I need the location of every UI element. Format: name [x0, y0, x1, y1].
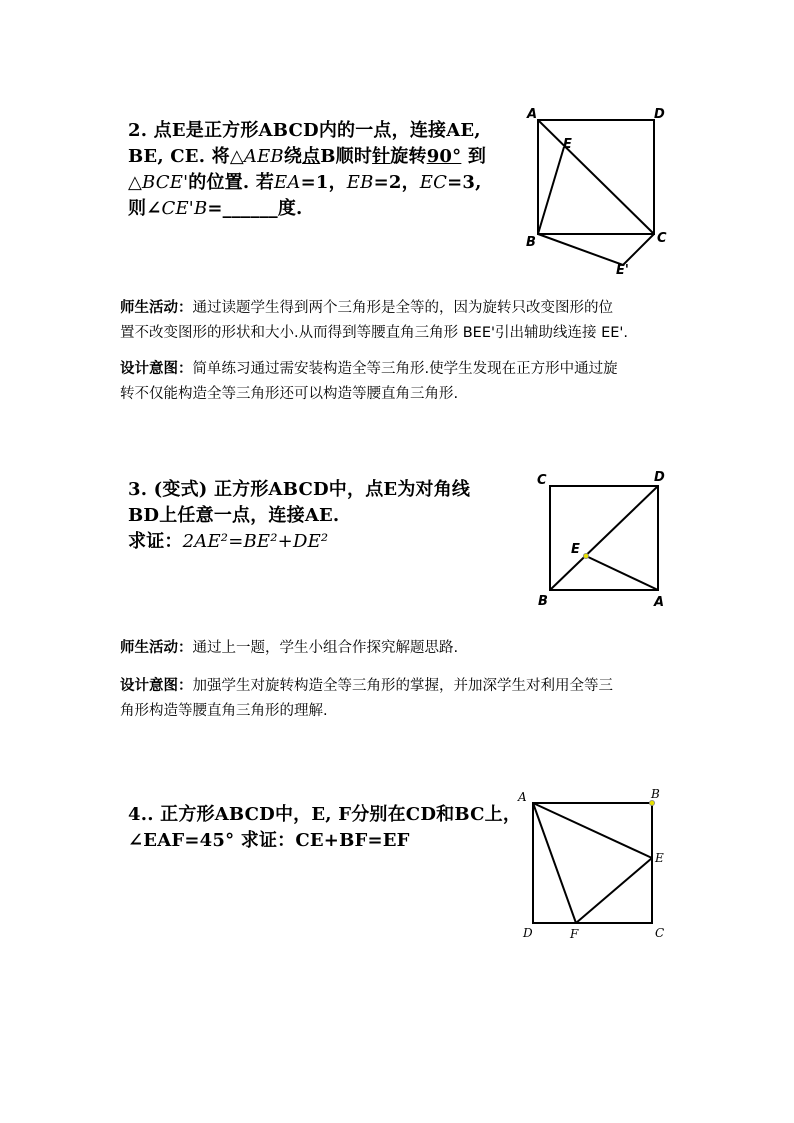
- label-b: B: [526, 235, 536, 250]
- intent-text: 简单练习通过需安装构造全等三角形.使学生发现在正方形中通过旋: [192, 361, 618, 377]
- problem-4-line-1: 4.. 正方形ABCD中，E, F分别在CD和BC上，: [128, 804, 522, 825]
- label-c: C: [655, 926, 665, 940]
- triangle-name: BCE': [142, 172, 189, 193]
- problem-3-intent: [120, 674, 613, 724]
- underlined-angle: 90°: [426, 146, 462, 167]
- label-b: B: [651, 787, 660, 801]
- intent-text: 加强学生对旋转构造全等三角形的掌握，并加深学生对利用全等三: [192, 678, 613, 694]
- label-d: D: [654, 470, 665, 485]
- intent-line-2: 角形构造等腰直角三角形的理解.: [120, 703, 328, 719]
- problem-3-line-2: BD上任意一点，连接AE.: [128, 505, 340, 526]
- activity-label: 师生活动：: [120, 640, 193, 656]
- activity-text: 通过读题学生得到两个三角形是全等的，因为旋转只改变图形的位: [192, 300, 613, 316]
- intent-label: 设计意图：: [120, 678, 193, 694]
- text-span: 到: [461, 146, 487, 167]
- activity-line-1: [120, 296, 628, 321]
- problem-4-line-2: ∠EAF=45° 求证：CE+BF=EF: [128, 830, 410, 851]
- activity-line-2: 置不改变图形的形状和大小.从而得到等腰直角三角形 BEE'引出辅助线连接 EE'.: [120, 325, 628, 341]
- problem-2-line-2: [128, 144, 486, 170]
- point-b: [649, 800, 654, 805]
- label-f: F: [570, 927, 579, 941]
- text-span: BE, CE. 将△: [128, 146, 244, 167]
- problem-2-line-1: 2. 点E是正方形ABCD内的一点，连接AE,: [128, 120, 481, 141]
- label-a: A: [527, 107, 538, 122]
- angle-name: CE'B: [161, 198, 208, 219]
- text-span: =______度.: [207, 198, 303, 219]
- triangle-bce-prime: [538, 234, 654, 265]
- label-d: D: [654, 107, 665, 122]
- text-span: 则∠: [128, 198, 162, 219]
- label-e: E: [571, 542, 580, 557]
- underlined-text: 针: [372, 146, 391, 167]
- text-span: 绕: [283, 146, 303, 167]
- formula: 2AE²=BE²+DE²: [182, 531, 329, 552]
- intent-line-1: [120, 357, 618, 382]
- problem-4-figure: [512, 786, 672, 946]
- segment-ae: [533, 803, 652, 858]
- label-c: C: [657, 231, 667, 246]
- triangle-name: AEB: [243, 146, 284, 167]
- text-span: 的位置. 若: [188, 172, 275, 193]
- underlined-text: 点: [302, 146, 321, 167]
- diagonal-bd: [550, 486, 658, 590]
- problem-4-text: [128, 802, 521, 854]
- problem-2-line-3: [128, 170, 486, 196]
- label-b: B: [538, 594, 548, 609]
- text-span: =2，: [373, 172, 420, 193]
- intent-line-1: [120, 674, 613, 699]
- problem-2-line-4: [128, 196, 486, 222]
- segment-name: EC: [419, 172, 448, 193]
- problem-2-intent: [120, 357, 618, 407]
- label-e: E: [563, 137, 572, 152]
- label-a: A: [518, 790, 527, 804]
- label-a: A: [654, 595, 665, 610]
- activity-line-1: [120, 636, 458, 661]
- problem-3-line-3: [128, 529, 470, 555]
- intent-line-2: 转不仅能构造全等三角形还可以构造等腰直角三角形.: [120, 386, 459, 402]
- problem-2-figure: [520, 100, 680, 280]
- problem-2-activity: [120, 296, 628, 346]
- text-span: =3,: [447, 172, 482, 193]
- problem-3-line-1: 3. (变式) 正方形ABCD中，点E为对角线: [128, 479, 471, 500]
- segment-ae: [586, 556, 658, 590]
- intent-label: 设计意图：: [120, 361, 193, 377]
- text-span: B顺时: [320, 146, 373, 167]
- label-e-prime: E': [616, 263, 629, 278]
- text-span: △: [128, 172, 143, 193]
- text-span: 旋转: [390, 146, 427, 167]
- problem-3-text: [128, 477, 470, 555]
- segment-name: EB: [346, 172, 374, 193]
- activity-label: 师生活动：: [120, 300, 193, 316]
- text-span: 求证：: [128, 531, 183, 552]
- activity-text: 通过上一题，学生小组合作探究解题思路.: [192, 640, 459, 656]
- segment-af: [533, 803, 576, 923]
- point-e: [583, 553, 588, 558]
- problem-3-activity: [120, 636, 458, 661]
- segment-ef: [576, 858, 652, 923]
- segment-name: EA: [274, 172, 301, 193]
- label-d: D: [523, 926, 533, 940]
- square-abcd: [533, 803, 652, 923]
- problem-2-text: [128, 118, 486, 222]
- text-span: =1，: [300, 172, 347, 193]
- label-c: C: [537, 473, 547, 488]
- problem-3-figure: [530, 465, 680, 615]
- segment-be: [538, 147, 564, 234]
- label-e: E: [655, 851, 664, 865]
